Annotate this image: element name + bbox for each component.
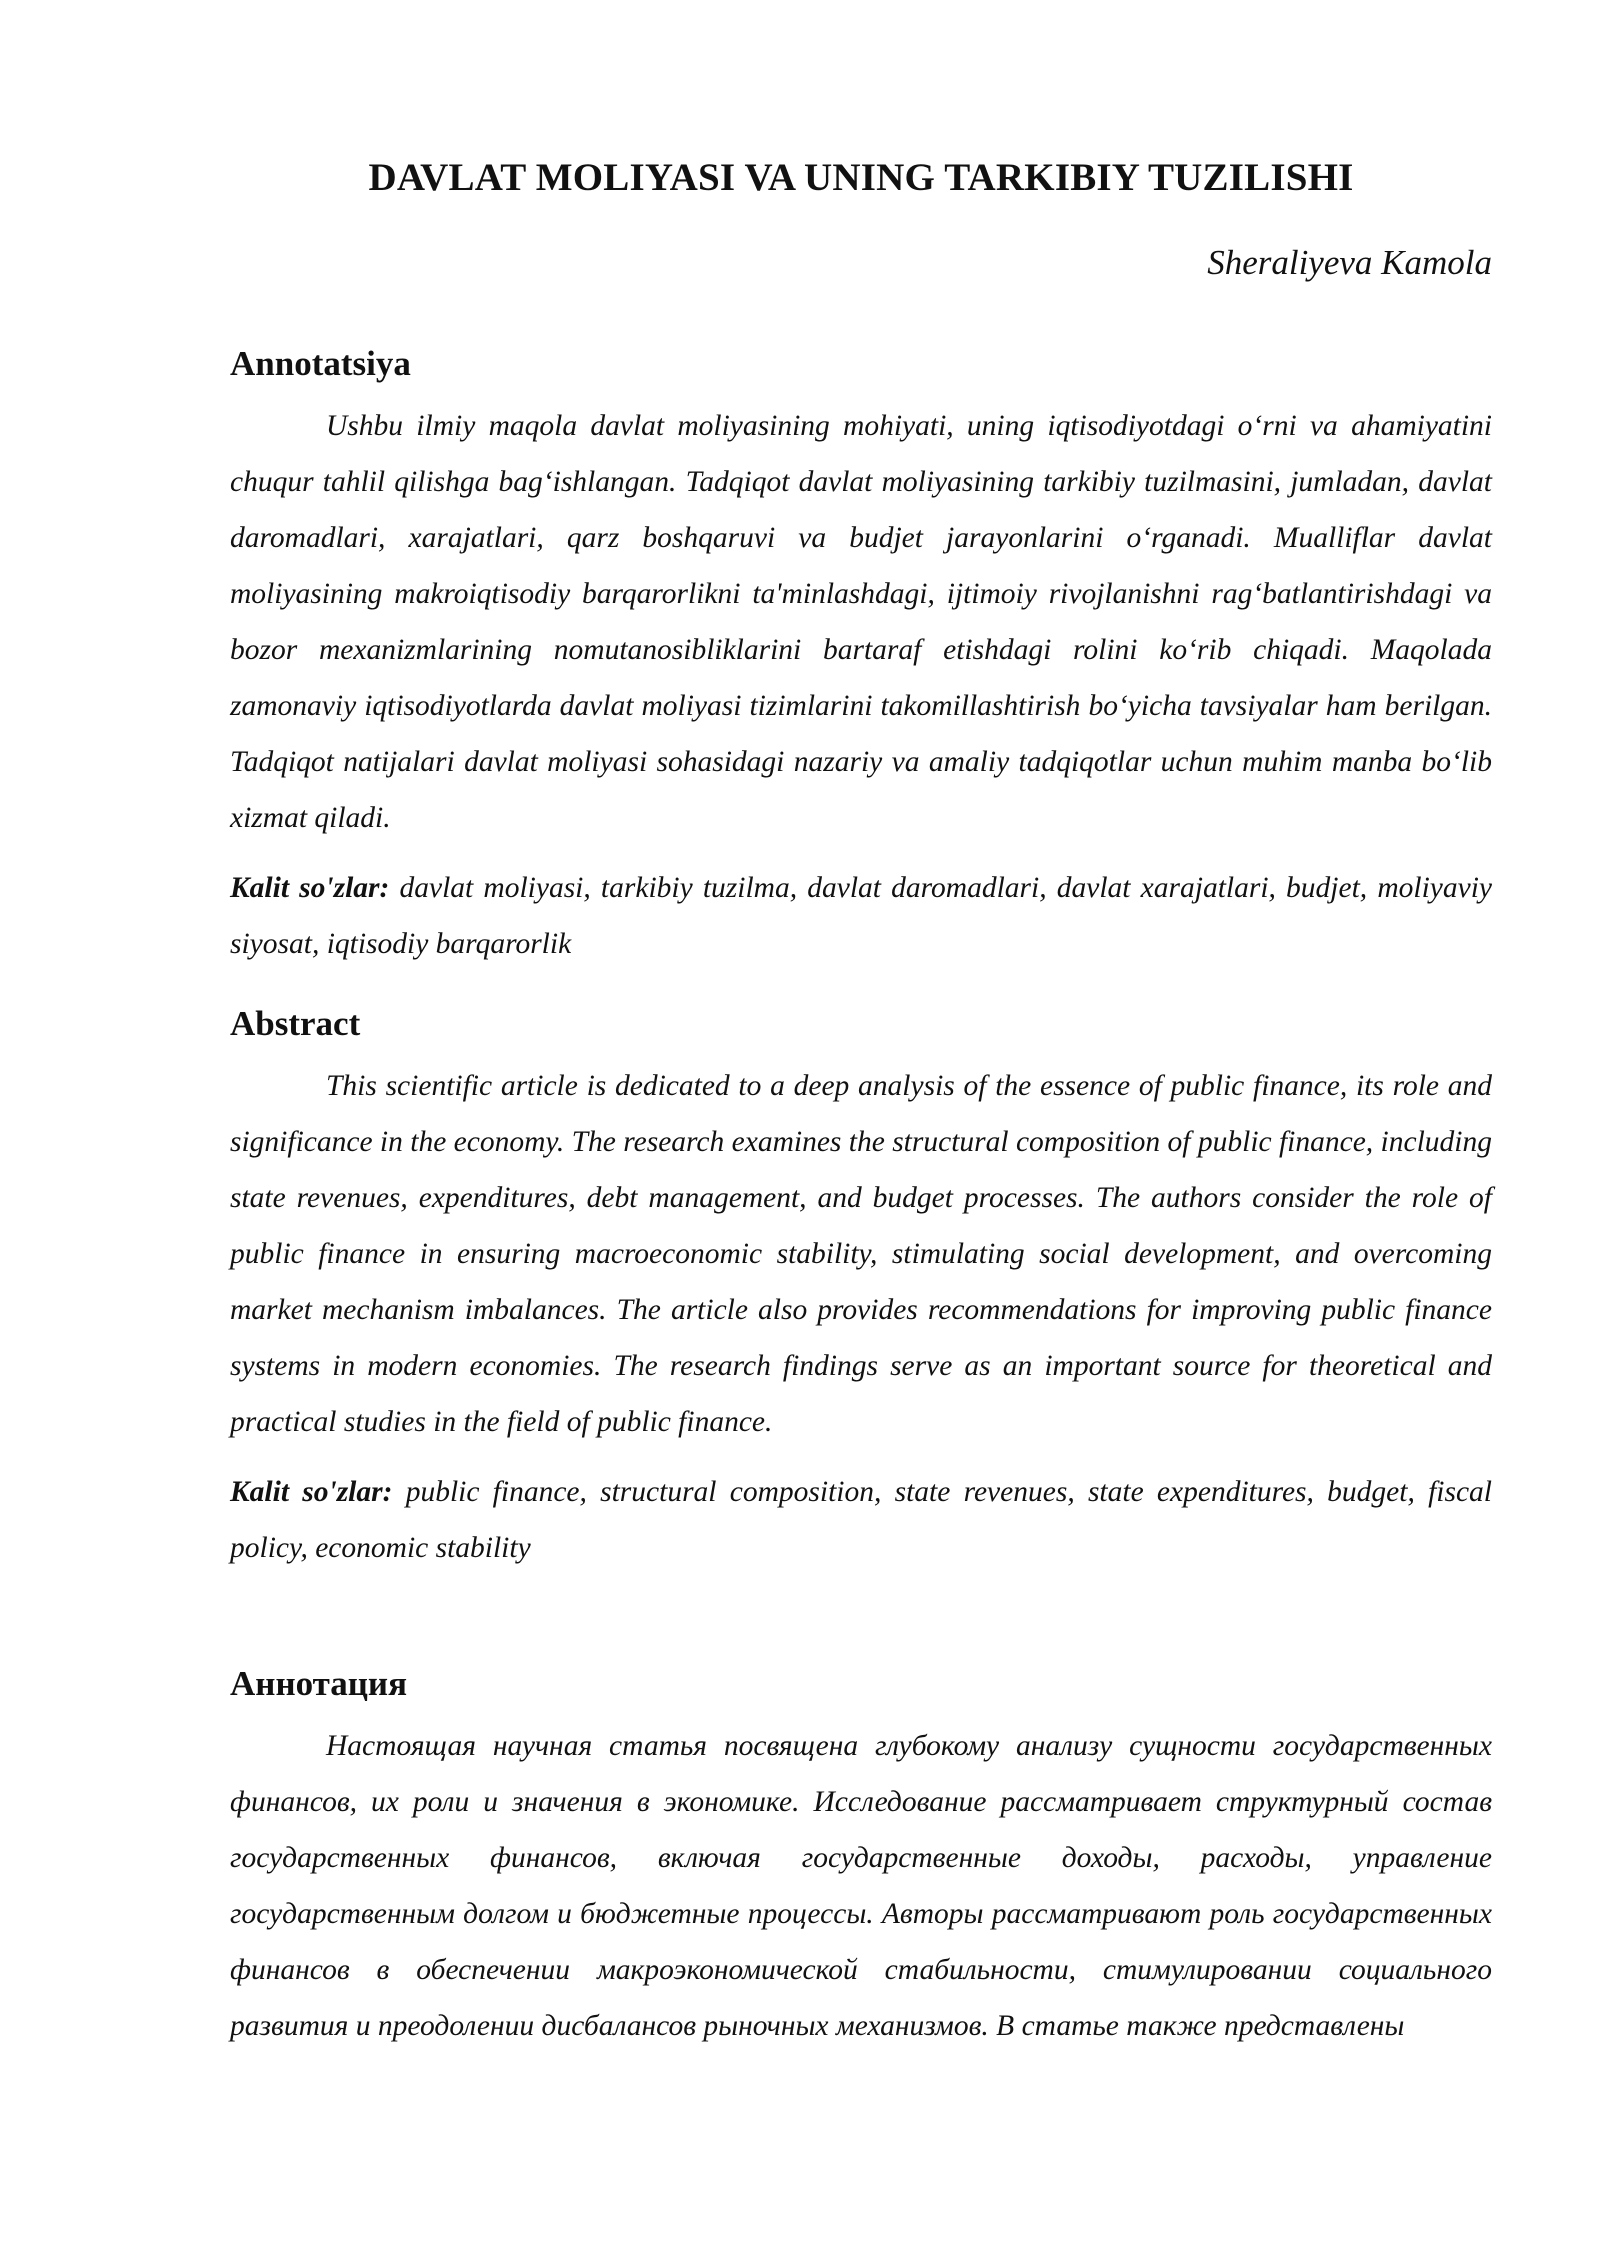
keywords-uz-text: davlat moliyasi, tarkibiy tuzilma, davlat daromadlari, davlat xarajatlari, budjet, moliyaviy siyosat, iqtisodiy barqarorlik (230, 872, 1493, 960)
keywords-uz (230, 860, 1492, 972)
annotation-uz-body: Ushbu ilmiy maqola davlat moliyasining mohiyati, uning iqtisodiyotdagi o‘rni va ahamiyatini chuqur tahlil qilishga bag‘ishlangan. Tadqiqot davlat moliyasining tarkibiy tuzilmasini, jumladan, davlat daromadlari, xarajatlari, qarz boshqaruvi va budjet jarayonlarini o‘rganadi. Mualliflar davlat moliyasining makroiqtisodiy barqarorlikni ta'minlashdagi, ijtimoiy rivojlanishni rag‘batlantirishdagi va bozor mexanizmlarining nomutanosibliklarini bartaraf etishdagi rolini ko‘rib chiqadi. Maqolada zamonaviy iqtisodiyotlarda davlat moliyasi tizimlarini takomillashtirish bo‘yicha tavsiyalar ham berilgan. Tadqiqot natijalari davlat moliyasi sohasidagi nazariy va amaliy tadqiqotlar uchun muhim manba bo‘lib xizmat qiladi. (230, 410, 1492, 834)
annotation-ru-section (230, 1660, 1492, 2054)
abstract-en-body: This scientific article is dedicated to a deep analysis of the essence of public finance, its role and significance in the economy. The research examines the structural composition of public finance, including state revenues, expenditures, debt management, and budget processes. The authors consider the role of public finance in ensuring macroeconomic stability, stimulating social development, and overcoming market mechanism imbalances. The article also provides recommendations for improving public finance systems in modern economies. The research findings serve as an important source for theoretical and practical studies in the field of public finance. (230, 1070, 1492, 1438)
annotation-ru-body: Настоящая научная статья посвящена глубокому анализу сущности государственных финансов, их роли и значения в экономике. Исследование рассматривает структурный состав государственных финансов, включая государственные доходы, расходы, управление государственным долгом и бюджетные процессы. Авторы рассматривают роль государственных финансов в обеспечении макроэкономической стабильности, стимулировании социального развития и преодолении дисбалансов рыночных механизмов. В статье также представлены (230, 1730, 1492, 2042)
annotation-ru-heading: Аннотация (230, 1664, 408, 1703)
author-name: Sheraliyeva Kamola (1207, 243, 1492, 282)
abstract-en-section (230, 1000, 1492, 1576)
article-title: DAVLAT MOLIYASI VA UNING TARKIBIY TUZILISHI (368, 156, 1354, 199)
annotation-uz-section (230, 340, 1492, 972)
annotation-uz-heading: Annotatsiya (230, 344, 411, 383)
keywords-en-label: Kalit so'zlar: (230, 1476, 393, 1508)
keywords-en (230, 1464, 1492, 1576)
abstract-en-heading: Abstract (230, 1004, 361, 1043)
keywords-en-text: public finance, structural composition, state revenues, state expenditures, budget, fiscal policy, economic stability (230, 1476, 1492, 1564)
keywords-uz-label: Kalit so'zlar: (230, 872, 390, 904)
